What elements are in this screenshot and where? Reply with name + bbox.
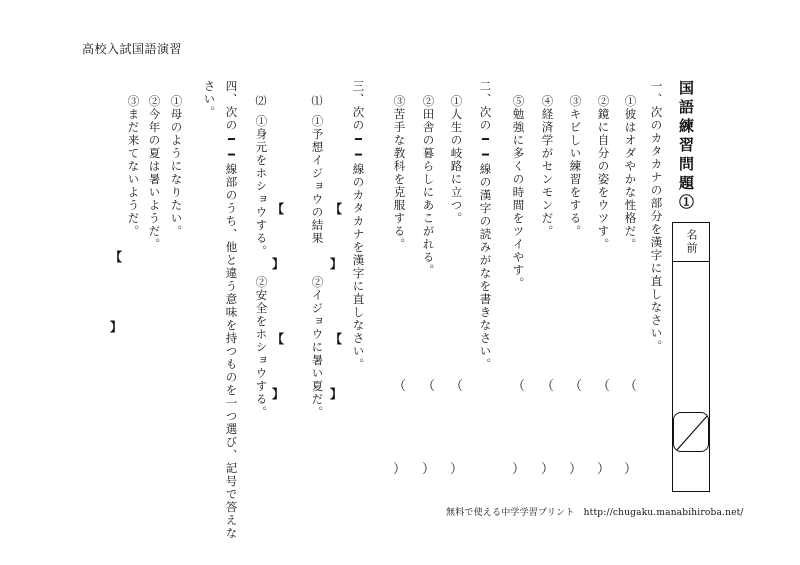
answer-open-2-1[interactable]: （: [450, 379, 464, 394]
section4-item-2: ②今年の夏は暑いようだ。: [147, 95, 162, 251]
bracket-close-3-1-2: 】: [330, 387, 343, 401]
answer-open-2-3[interactable]: （: [393, 379, 407, 394]
bracket-close-4: 】: [110, 320, 123, 334]
answer-open-1-2[interactable]: （: [597, 379, 611, 394]
bracket-close-3-2-2: 】: [272, 387, 285, 401]
answer-open-2-2[interactable]: （: [422, 379, 436, 394]
section1-item-1: ①彼はオダやかな性格だ。: [623, 95, 638, 251]
bracket-open-4[interactable]: 【: [110, 250, 123, 264]
section3-group1-item-2: ②イジョウに暑い夏だ。: [310, 276, 325, 419]
section4-instruction-cont: さい。: [202, 80, 217, 119]
section4-item-1: ①母のようになりたい。: [169, 95, 184, 238]
name-label: 名前: [685, 228, 698, 255]
section1-item-2: ②鏡に自分の姿をウツす。: [596, 95, 611, 251]
section2-item-2: ②田舎の暮らしにあこがれる。: [421, 95, 436, 277]
section3-group1-item-1: ①予想イジョウの結果: [310, 115, 325, 245]
answer-close-1-1: ）: [624, 462, 638, 477]
section2-item-1: ①人生の岐路に立つ。: [449, 95, 464, 225]
section3-group2-item-2: ②安全をホショウする。: [254, 276, 269, 419]
section2-item-3: ③苦手な教科を克服する。: [392, 95, 407, 251]
answer-close-2-3: ）: [393, 462, 407, 477]
answer-open-1-1[interactable]: （: [624, 379, 638, 394]
score-slash-icon: [674, 413, 709, 452]
answer-close-1-2: ）: [597, 462, 611, 477]
answer-open-1-5[interactable]: （: [512, 379, 526, 394]
answer-close-1-3: ）: [569, 462, 583, 477]
score-box[interactable]: [673, 412, 709, 452]
name-label-cell: [672, 222, 710, 262]
answer-open-1-4[interactable]: （: [541, 379, 555, 394]
section4-item-3: ③まだ来てないようだ。: [126, 95, 141, 238]
section3-instruction: 三、次の━━線のカタカナを漢字に直しなさい。: [351, 80, 366, 371]
answer-close-2-2: ）: [422, 462, 436, 477]
answer-open-1-3[interactable]: （: [569, 379, 583, 394]
bracket-open-3-2-2[interactable]: 【: [272, 332, 285, 346]
section1-item-4: ④経済学がセンモンだ。: [540, 95, 555, 238]
bracket-close-3-1-1: 】: [330, 257, 343, 271]
section1-item-5: ⑤勉強に多くの時間をツイやす。: [511, 95, 526, 290]
footer-credit: 無料で使える中学学習プリント http://chugaku.manabihiroba.net/: [446, 508, 744, 518]
bracket-open-3-1-1[interactable]: 【: [330, 202, 343, 216]
section4-instruction: 四、次の━━線部のうち、他と違う意味を持つものを一つ選び、記号で答えな: [224, 80, 239, 540]
section3-group1-label: ⑴: [310, 95, 323, 108]
section3-group2-label: ⑵: [254, 95, 267, 108]
answer-close-2-1: ）: [450, 462, 464, 477]
bracket-open-3-2-1[interactable]: 【: [272, 202, 285, 216]
answer-close-1-4: ）: [541, 462, 555, 477]
worksheet-header: 高校入試国語演習: [82, 42, 183, 56]
section1-item-3: ③キビしい練習をする。: [568, 95, 583, 238]
bracket-close-3-2-1: 】: [272, 257, 285, 271]
answer-close-1-5: ）: [512, 462, 526, 477]
worksheet-title: 国語練習問題①: [677, 80, 695, 213]
bracket-open-3-1-2[interactable]: 【: [330, 332, 343, 346]
section3-group2-item-1: ①身元をホショウする。: [254, 115, 269, 258]
section2-instruction: 二、次の━━線の漢字の読みがなを書きなさい。: [478, 80, 493, 371]
section1-instruction: 一、次のカタカナの部分を漢字に直しなさい。: [649, 80, 664, 353]
